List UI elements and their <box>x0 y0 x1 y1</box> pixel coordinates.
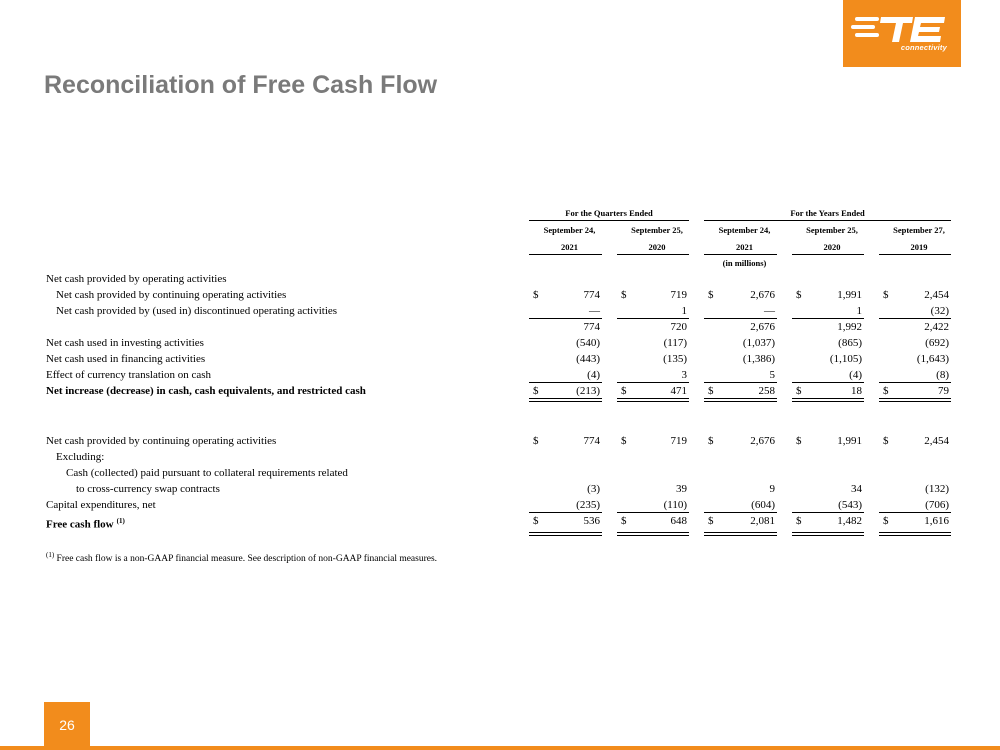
row-label: Cash (collected) paid pursuant to collateral requirements related <box>66 467 348 479</box>
total-double-rule <box>529 532 602 536</box>
currency-symbol: $ <box>796 385 802 397</box>
table-cell: 774 <box>583 289 600 301</box>
total-double-rule <box>879 532 951 536</box>
subtotal-rule <box>879 512 951 513</box>
table-cell: 719 <box>670 289 687 301</box>
row-label: Capital expenditures, net <box>46 499 156 511</box>
total-double-rule <box>792 398 864 402</box>
footnote-ref: (1) <box>116 517 125 525</box>
table-cell: (213) <box>576 385 600 397</box>
table-cell: 2,454 <box>924 435 949 447</box>
table-cell: 719 <box>670 435 687 447</box>
table-cell: 1 <box>681 305 687 317</box>
footnote-text: Free cash flow is a non-GAAP financial measure. See description of non-GAAP financial measures. <box>56 554 438 565</box>
group-header: For the Quarters Ended <box>565 208 653 218</box>
table-cell: (3) <box>587 483 600 495</box>
total-double-rule <box>617 532 689 536</box>
table-cell: 3 <box>681 369 687 381</box>
group-header: For the Years Ended <box>790 208 865 218</box>
unit-note: (in millions) <box>722 258 767 268</box>
table-cell: (1,643) <box>916 353 949 365</box>
total-double-rule <box>617 398 689 402</box>
column-header-date: September 24, <box>543 225 596 235</box>
currency-symbol: $ <box>533 289 539 301</box>
table-cell: 2,081 <box>750 515 775 527</box>
subtotal-rule <box>704 512 777 513</box>
table-cell: 1 <box>856 305 862 317</box>
table-cell: 648 <box>670 515 687 527</box>
table-cell: 536 <box>583 515 600 527</box>
subtotal-rule <box>617 318 689 319</box>
column-header-date: September 25, <box>631 225 683 235</box>
column-header-year: 2020 <box>823 242 841 252</box>
subtotal-rule <box>529 512 602 513</box>
table-cell: 2,422 <box>924 321 949 333</box>
column-header-date: September 27, <box>893 225 945 235</box>
table-cell: — <box>764 305 775 317</box>
table-cell: (8) <box>936 369 949 381</box>
total-double-rule <box>704 398 777 402</box>
table-cell: 34 <box>851 483 862 495</box>
table-cell: 471 <box>670 385 687 397</box>
subtotal-rule <box>704 382 777 383</box>
table-cell: 2,676 <box>750 289 775 301</box>
table-cell: 9 <box>769 483 775 495</box>
table-cell: 18 <box>851 385 862 397</box>
column-header-year: 2019 <box>910 242 928 252</box>
footnote <box>46 551 437 564</box>
table-cell: 5 <box>769 369 775 381</box>
currency-symbol: $ <box>708 435 714 447</box>
row-label: Net cash used in investing activities <box>46 337 204 349</box>
table-cell: 39 <box>676 483 687 495</box>
table-cell: (235) <box>576 499 600 511</box>
column-header-date: September 25, <box>806 225 858 235</box>
table-cell: 774 <box>583 435 600 447</box>
subtotal-rule <box>792 512 864 513</box>
table-cell: 1,482 <box>837 515 862 527</box>
footnote-marker: (1) <box>46 551 55 559</box>
table-cell: 1,992 <box>837 321 862 333</box>
currency-symbol: $ <box>796 435 802 447</box>
total-double-rule <box>879 398 951 402</box>
table-cell: (110) <box>663 499 687 511</box>
table-cell: (4) <box>587 369 600 381</box>
subtotal-rule <box>617 382 689 383</box>
table-cell: (692) <box>925 337 949 349</box>
row-label: Net cash used in financing activities <box>46 353 206 365</box>
currency-symbol: $ <box>883 515 889 527</box>
currency-symbol: $ <box>533 435 539 447</box>
page-title: Reconciliation of Free Cash Flow <box>44 71 438 99</box>
table-cell: 2,676 <box>750 321 775 333</box>
row-label: to cross-currency swap contracts <box>76 483 220 495</box>
table-cell: 258 <box>758 385 775 397</box>
table-cell: 1,991 <box>837 435 862 447</box>
table-cell: — <box>589 305 600 317</box>
table-cell: (32) <box>930 305 949 317</box>
table-cell: (443) <box>576 353 600 365</box>
column-header-year: 2021 <box>736 242 753 252</box>
row-label: Net cash provided by operating activities <box>46 273 227 285</box>
row-label: Free cash flow $^{(1)}$ <box>46 517 125 531</box>
currency-symbol: $ <box>883 289 889 301</box>
logo-tagline: connectivity <box>900 43 947 52</box>
table-cell: (135) <box>663 353 687 365</box>
currency-symbol: $ <box>533 515 539 527</box>
row-label: Effect of currency translation on cash <box>46 369 212 381</box>
subtotal-rule <box>879 382 951 383</box>
table-cell: 774 <box>583 321 600 333</box>
table-cell: 79 <box>938 385 949 397</box>
currency-symbol: $ <box>708 289 714 301</box>
currency-symbol: $ <box>533 385 539 397</box>
column-header-date: September 24, <box>718 225 771 235</box>
row-label: Net cash provided by continuing operating activities <box>46 435 277 447</box>
table-cell: (1,105) <box>829 353 862 365</box>
currency-symbol: $ <box>796 515 802 527</box>
subtotal-rule <box>529 382 602 383</box>
table-cell: 720 <box>670 321 687 333</box>
group-header-rule <box>529 220 689 221</box>
currency-symbol: $ <box>796 289 802 301</box>
total-double-rule <box>792 532 864 536</box>
table-cell: (604) <box>751 499 775 511</box>
currency-symbol: $ <box>621 385 627 397</box>
subtotal-rule <box>529 318 602 319</box>
column-header-rule <box>792 254 864 255</box>
column-header-rule <box>704 254 777 255</box>
table-cell: 2,676 <box>750 435 775 447</box>
total-double-rule <box>529 398 602 402</box>
table-cell: (706) <box>925 499 949 511</box>
table-cell: (1,386) <box>742 353 775 365</box>
table-cell: (1,037) <box>742 337 775 349</box>
page-number: 26 <box>59 717 75 733</box>
bottom-accent-line <box>0 746 1000 750</box>
row-label: Net increase (decrease) in cash, cash equivalents, and restricted cash <box>46 385 366 397</box>
table-cell: (540) <box>576 337 600 349</box>
column-header-rule <box>529 254 602 255</box>
subtotal-rule <box>792 318 864 319</box>
row-label: Excluding: <box>56 451 105 463</box>
currency-symbol: $ <box>883 435 889 447</box>
row-label: Net cash provided by (used in) discontinued operating activities <box>56 305 338 317</box>
page-number-box <box>44 702 90 748</box>
column-header-year: 2021 <box>561 242 578 252</box>
column-header-year: 2020 <box>648 242 666 252</box>
total-double-rule <box>704 532 777 536</box>
subtotal-rule <box>704 318 777 319</box>
currency-symbol: $ <box>621 515 627 527</box>
subtotal-rule <box>879 318 951 319</box>
group-header-rule <box>704 220 951 221</box>
subtotal-rule <box>792 382 864 383</box>
table-cell: 1,991 <box>837 289 862 301</box>
table-cell: (117) <box>663 337 687 349</box>
table-cell: (543) <box>838 499 862 511</box>
table-cell: 1,616 <box>924 515 949 527</box>
table-cell: (4) <box>849 369 862 381</box>
row-label: Net cash provided by continuing operating activities <box>56 289 287 301</box>
table-cell: (865) <box>838 337 862 349</box>
table-cell: 2,454 <box>924 289 949 301</box>
subtotal-rule <box>617 512 689 513</box>
currency-symbol: $ <box>708 385 714 397</box>
currency-symbol: $ <box>883 385 889 397</box>
table-cell: (132) <box>925 483 949 495</box>
currency-symbol: $ <box>621 289 627 301</box>
currency-symbol: $ <box>708 515 714 527</box>
column-header-rule <box>617 254 689 255</box>
column-header-rule <box>879 254 951 255</box>
currency-symbol: $ <box>621 435 627 447</box>
